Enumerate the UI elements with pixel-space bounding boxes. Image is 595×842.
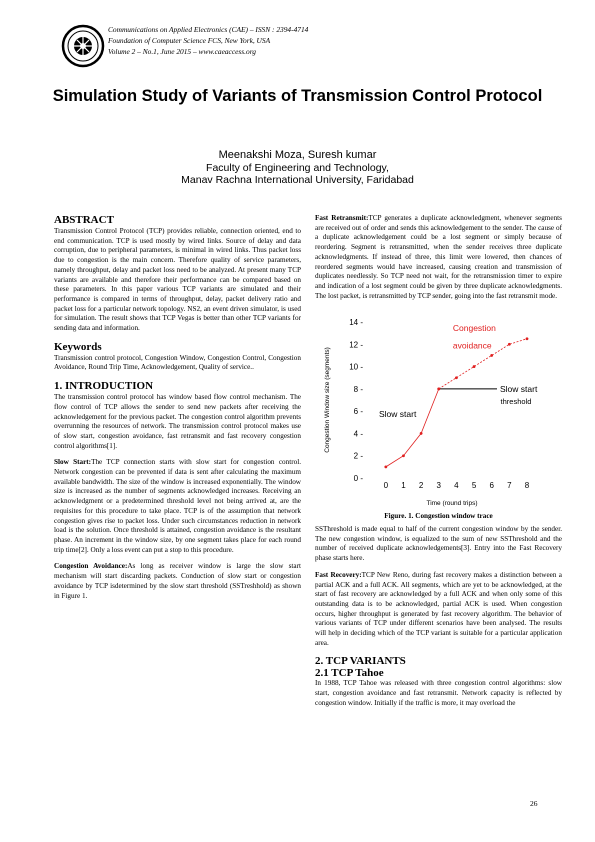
- threshold-label-line2: threshold: [500, 397, 532, 407]
- x-tick-label: 7: [507, 481, 512, 491]
- affiliation-line-1: Faculty of Engineering and Technology,: [206, 161, 389, 174]
- congestion-avoidance-paragraph: [54, 562, 301, 601]
- author-names: Meenakshi Moza, Suresh kumar: [218, 149, 377, 161]
- y-tick-label: 6 -: [353, 407, 363, 417]
- y-axis-label: Congestion Window size (segments): [324, 347, 331, 454]
- y-tick-label: 4 -: [353, 429, 363, 439]
- x-tick-label: 5: [471, 481, 477, 491]
- x-tick-label: 6: [489, 481, 494, 491]
- congestion-avoidance-text: As long as receiver window is large the slow start mechanism will start discarding packets. Conduction of slow start or congestion avoidance by TCP isdetermined by the slow start threshold (SSTreshhold) as shown in Figure 1.: [54, 562, 301, 600]
- series-line: [386, 389, 439, 467]
- abstract-heading: ABSTRACT: [54, 214, 114, 226]
- slow-start-text: The TCP connection starts with slow start for congestion control. Network congestion can be prevented if data is sent after calculating the maximum available bandwidth. The size of the window is increased exponentially. The window size is increased as the number of segments acknowledged increases. Receiving an acknowledgment or a predetermined threshold level not being arrived at, are the requisites for this procedure to take place. TCP is of the assumption that network congestion gives rise to packet loss. Under such circumstances reduction in network load is the solution. Once threshold is attained, congestion avoidance is the resultant phase. An increment in the window size, by one segment takes place for each round trip time[2]. Only a loss event can put a stop to this procedure.: [54, 458, 301, 554]
- author-block: [40, 149, 555, 187]
- data-point: [420, 432, 423, 435]
- slow-start-annotation: Slow start: [379, 409, 417, 420]
- figure-1: [315, 308, 562, 508]
- congestion-avoidance-lead: Congestion Avoidance:: [54, 562, 128, 571]
- congestion-annotation-line1: Congestion: [452, 323, 496, 334]
- header-line-3: Volume 2 – No.1, June 2015 – www.caeaccess.org: [108, 47, 256, 56]
- data-point: [455, 377, 458, 380]
- data-point: [437, 388, 440, 391]
- slow-start-lead: Slow Start:: [54, 458, 92, 467]
- fast-retransmit-lead: Fast Retransmit:: [315, 214, 369, 222]
- fast-recovery-paragraph: [315, 571, 562, 649]
- figure-caption: Figure. 1. Congestion window trace: [384, 512, 493, 521]
- x-tick-label: 3: [436, 481, 441, 491]
- right-column: [315, 214, 562, 716]
- fast-recovery-text: TCP New Reno, during fast recovery makes a distinction between a partial ACK and a full ACK. All segments, which are yet to be acknowledged, at the start of fast recovery are acknowledged by a full ACK and when only some of this outstanding data is to be acknowledged, partial ACK is used. When congestion occurs, higher throughput is generated by fast recovery algorithm. The behavior of various variants of TCP under different scenarios have been analysed. The results will help in deciding which of the TCP variant is suitable for a particular application area.: [315, 570, 562, 647]
- congestion-window-chart: [315, 308, 562, 508]
- journal-logo: [58, 21, 108, 71]
- slow-start-paragraph: [54, 458, 301, 555]
- x-tick-label: 2: [418, 481, 424, 491]
- x-axis-label: Time (round trips): [426, 500, 478, 508]
- data-point: [526, 338, 529, 341]
- data-point: [473, 365, 476, 368]
- introduction-text: The transmission control protocol has window based flow control mechanism. The flow control of TCP allows the sender to send new packets after receiving the acknowledgement for the previous packet. The congestion control algorithm prevents overrunning the resources of network. The transmission control protocol makes use of slow start, congestion avoidance, fast retransmit and fast recovery congestion control algorithms[1].: [54, 393, 301, 450]
- fast-recovery-lead: Fast Recovery:: [315, 570, 362, 579]
- x-tick-label: 8: [524, 481, 530, 491]
- paper-title: Simulation Study of Variants of Transmission Control Protocol: [52, 87, 543, 105]
- y-tick-label: 2 -: [353, 452, 363, 462]
- data-point: [490, 354, 493, 357]
- data-point: [402, 455, 405, 458]
- header-line-2: Foundation of Computer Science FCS, New York, USA: [108, 36, 271, 45]
- congestion-annotation-line2: avoidance: [452, 341, 492, 352]
- tcp-tahoe-text: In 1988, TCP Tahoe was released with three congestion control algorithms: slow start, congestion avoidance and fast retransmit. Network capacity is reflected by congestion window. Initially if the traffic is more, it may overload the: [315, 679, 562, 707]
- header-line-1: Communications on Applied Electronics (CAE) – ISSN : 2394-4714: [108, 25, 309, 34]
- y-tick-label: 0 -: [353, 474, 363, 484]
- page-number: 26: [530, 799, 538, 808]
- y-tick-label: 14 -: [349, 318, 363, 328]
- data-point: [384, 466, 387, 469]
- affiliation-line-2: Manav Rachna International University, Faridabad: [181, 174, 414, 186]
- fast-retransmit-text: TCP generates a duplicate acknowledgment, whenever segments are received out of order and sends this acknowledgement to the sender. The cause of a duplicate acknowledgement could be a lost segment or simply because of reordering. Segment is retransmitted, when the sender receives three duplicate acknowledgments. If instead of three, this limit were lowered, then chances of reordered segments would have increased, causing creation and transmission of duplicates needlessly. So TCP need not wait, for the retransmission timer to expire and indication of a lost segment could be given by three duplicate acknowledgments. The lost packet, is retransmitted by TCP sender, going into the fast retransmit mode.: [315, 214, 562, 300]
- y-tick-label: 10 -: [349, 362, 363, 372]
- left-column: [54, 214, 301, 608]
- section-2-heading: 2. TCP VARIANTS: [315, 655, 406, 668]
- x-tick-label: 1: [401, 481, 406, 491]
- y-tick-label: 8 -: [353, 385, 363, 395]
- keywords-heading: Keywords: [54, 340, 102, 353]
- ssthreshold-paragraph: SSThreshold is made equal to half of the current congestion window by the sender. The new congestion window, is equalized to the sum of new SSThreshold and the number of received duplicate acknowledgements[3]. Entry into the Fast Recovery phase starts here.: [315, 525, 562, 563]
- data-point: [508, 343, 511, 346]
- fast-retransmit-paragraph: [315, 214, 562, 301]
- abstract-text: Transmission Control Protocol (TCP) provides reliable, connection oriented, end to end communication. TCP is used mostly by wired links. Source of delay and data corruption, due to peripheral parameters, is minimal in wired links. Thus packet loss due to congestion is the main concern. Therefore quality of service parameters, namely throughput, delay and packet loss need to be analyzed. At present many TCP variants are available and therefore their performance can be compared based on these parameters. In this paper various TCP variants are simulated and their performance is compared in terms of throughput, delay, packet delivery ratio and packet loss for a particular network topology. NS2, an event driven simulator, is used for simulation. The result shows that TCP Vegas is better than other TCP variants for sending data and information.: [54, 227, 301, 333]
- y-tick-label: 12 -: [349, 340, 363, 350]
- x-tick-label: 0: [383, 481, 389, 491]
- threshold-label-line1: Slow start: [500, 384, 538, 395]
- keywords-text: Transmission control protocol, Congestion Window, Congestion Control, Congestion Avoidance, Round Trip Time, Acknowledgement, Quality of service..: [54, 353, 301, 372]
- journal-header: [108, 24, 308, 57]
- subsection-2-1-heading: 2.1 TCP Tahoe: [315, 667, 384, 680]
- introduction-heading: 1. INTRODUCTION: [54, 380, 154, 393]
- x-tick-label: 4: [454, 481, 459, 491]
